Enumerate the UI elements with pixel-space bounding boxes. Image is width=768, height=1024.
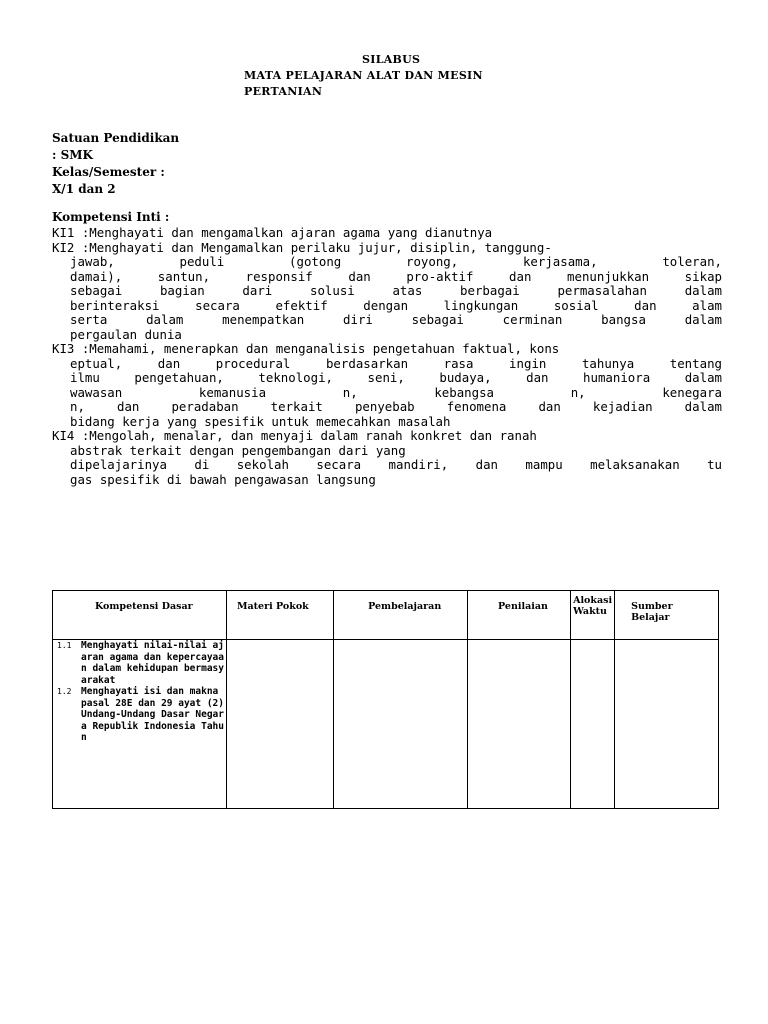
ki-item bbox=[52, 342, 722, 429]
table-row bbox=[53, 640, 719, 809]
ki-heading: Kompetensi Inti : bbox=[52, 210, 170, 224]
header-penilaian: Penilaian bbox=[468, 591, 571, 640]
sumber-cell bbox=[615, 640, 719, 809]
ki-line: n, dan peradaban terkait penyebab fenomena dan kejadian dalam bbox=[70, 399, 722, 414]
kelas-value: X/1 dan 2 bbox=[52, 182, 116, 196]
kd-text: Menghayati nilai-nilai ajaran agama dan kepercayaan dalam kehidupan bermasyarakat bbox=[81, 640, 224, 686]
kelas-label: Kelas/Semester : bbox=[52, 165, 165, 179]
ki-line: damai), santun, responsif dan pro-aktif dan menunjukkan sikap bbox=[70, 268, 722, 284]
ki-item bbox=[52, 429, 722, 487]
table-header-row bbox=[53, 591, 719, 640]
header-alokasi-waktu: Alokasi Waktu bbox=[571, 591, 615, 640]
materi-cell bbox=[227, 640, 334, 809]
penilaian-cell bbox=[468, 640, 571, 809]
title-line-2: MATA PELAJARAN ALAT DAN MESIN bbox=[244, 69, 483, 82]
ki-line: abstrak terkait dengan pengembangan dari yang bbox=[70, 442, 406, 458]
ki2-text: KI2 :Menghayati dan Mengamalkan perilaku jujur, disiplin, tanggung- bbox=[52, 239, 552, 255]
kd-number: 1.1 bbox=[57, 641, 72, 650]
ki-line: dipelajarinya di sekolah secara mandiri, dan mampu melaksanakan tu bbox=[70, 457, 722, 472]
meta-info bbox=[52, 130, 452, 198]
ki1-text: KI1 :Menghayati dan mengamalkan ajaran agama yang dianutnya bbox=[52, 225, 493, 240]
alokasi-cell bbox=[571, 640, 615, 809]
kd-item bbox=[53, 640, 226, 686]
title-line-1: SILABUS bbox=[362, 53, 421, 66]
ki-line: gas spesifik di bawah pengawasan langsung bbox=[70, 471, 376, 487]
ki-list bbox=[52, 226, 722, 487]
ki-line: jawab, peduli (gotong royong, kerjasama, toleran, bbox=[70, 254, 722, 269]
satuan-value: : SMK bbox=[52, 148, 93, 162]
header-sumber-belajar: Sumber Belajar bbox=[615, 591, 719, 640]
ki-line: eptual, dan procedural berdasarkan rasa ingin tahunya tentang bbox=[70, 355, 722, 371]
header-materi-pokok: Materi Pokok bbox=[227, 591, 334, 640]
ki-line: ilmu pengetahuan, teknologi, seni, budaya, dan humaniora dalam bbox=[70, 370, 722, 385]
header-kompetensi-dasar: Kompetensi Dasar bbox=[53, 591, 227, 640]
ki-line: sebagai bagian dari solusi atas berbagai permasalahan dalam bbox=[70, 283, 722, 298]
ki3-text: KI3 :Memahami, menerapkan dan menganalisis pengetahuan faktual, kons bbox=[52, 341, 560, 356]
kd-cell bbox=[53, 640, 227, 809]
title-line-3: PERTANIAN bbox=[244, 85, 323, 98]
header-pembelajaran: Pembelajaran bbox=[334, 591, 468, 640]
ki-line: bidang kerja yang spesifik untuk memecahkan masalah bbox=[70, 413, 451, 429]
ki-item bbox=[52, 241, 722, 343]
ki4-text: KI4 :Mengolah, menalar, dan menyaji dalam ranah konkret dan ranah bbox=[52, 428, 537, 443]
kd-text: Menghayati isi dan makna pasal 28E dan 29 ayat (2) Undang-Undang Dasar Negara Republik Indonesia Tahun bbox=[81, 686, 224, 743]
ki-line: serta dalam menempatkan diri sebagai cerminan bangsa dalam bbox=[70, 312, 722, 327]
syllabus-table bbox=[52, 590, 719, 809]
kd-item bbox=[53, 686, 226, 744]
ki-line: pergaulan dunia bbox=[70, 326, 182, 342]
ki-line: wawasan kemanusia n, kebangsa n, kenegara bbox=[70, 384, 722, 400]
pembelajaran-cell bbox=[334, 640, 468, 809]
kd-number: 1.2 bbox=[57, 687, 72, 696]
satuan-label: Satuan Pendidikan bbox=[52, 131, 180, 145]
ki-line: berinteraksi secara efektif dengan lingkungan sosial dan alam bbox=[70, 297, 722, 313]
ki-item bbox=[52, 226, 722, 241]
document-title bbox=[244, 52, 564, 100]
